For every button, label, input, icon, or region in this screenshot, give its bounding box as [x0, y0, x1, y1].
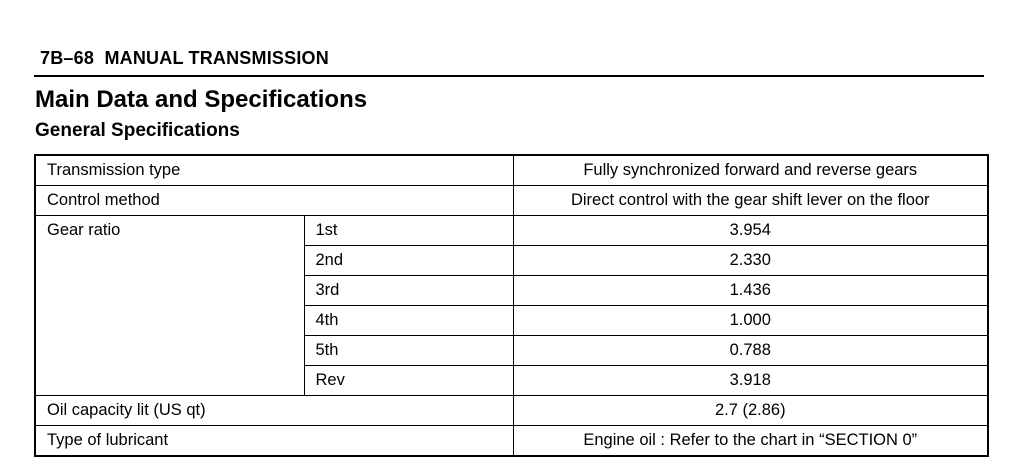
- row-value-lubricant: Engine oil : Refer to the chart in “SECTION 0”: [513, 426, 988, 457]
- gear-ratio-value: 1.000: [513, 306, 988, 336]
- page-number: 7B–68: [40, 48, 95, 68]
- row-value-control-method: Direct control with the gear shift lever on the floor: [513, 186, 988, 216]
- row-label-transmission-type: Transmission type: [35, 155, 513, 186]
- specifications-table: [34, 154, 989, 457]
- page-title: Main Data and Specifications: [35, 86, 368, 113]
- gear-name: Rev: [304, 366, 513, 396]
- section-name: MANUAL TRANSMISSION: [104, 48, 329, 68]
- page-header: [40, 48, 329, 69]
- table-row: [35, 396, 988, 426]
- section-subtitle: General Specifications: [35, 120, 240, 141]
- gear-ratio-value: 2.330: [513, 246, 988, 276]
- row-value-oil-capacity: 2.7 (2.86): [513, 396, 988, 426]
- gear-ratio-value: 0.788: [513, 336, 988, 366]
- row-label-control-method: Control method: [35, 186, 513, 216]
- row-label-gear-ratio: Gear ratio: [35, 216, 304, 396]
- row-value-transmission-type: Fully synchronized forward and reverse gears: [513, 155, 988, 186]
- gear-ratio-value: 3.918: [513, 366, 988, 396]
- row-label-lubricant: Type of lubricant: [35, 426, 513, 457]
- gear-name: 1st: [304, 216, 513, 246]
- table-row: [35, 186, 988, 216]
- gear-name: 3rd: [304, 276, 513, 306]
- table-row: [35, 155, 988, 186]
- table-row: [35, 216, 988, 246]
- gear-ratio-value: 1.436: [513, 276, 988, 306]
- gear-ratio-value: 3.954: [513, 216, 988, 246]
- gear-name: 2nd: [304, 246, 513, 276]
- gear-name: 4th: [304, 306, 513, 336]
- header-divider: [34, 75, 984, 77]
- row-label-oil-capacity: Oil capacity lit (US qt): [35, 396, 513, 426]
- table-row: [35, 426, 988, 457]
- gear-name: 5th: [304, 336, 513, 366]
